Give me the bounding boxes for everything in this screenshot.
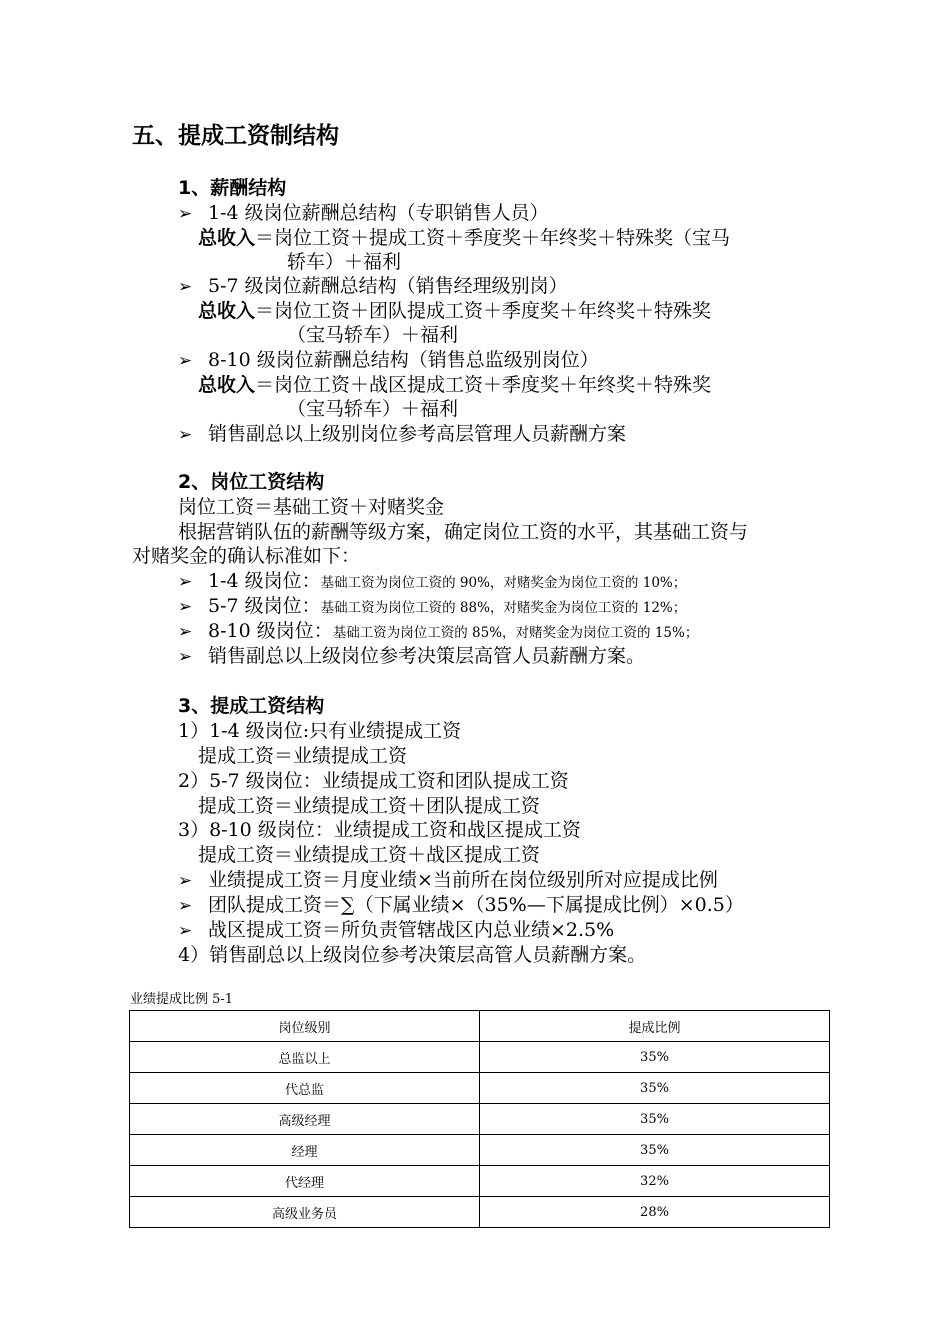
arrow-bullet-icon: ➢ xyxy=(178,647,193,667)
table-row xyxy=(130,1042,830,1073)
paragraph-line: 对赌奖金的确认标准如下： xyxy=(132,545,361,567)
formula-line: 提成工资＝业绩提成工资＋团队提成工资 xyxy=(198,795,541,817)
section-2-heading: 2、岗位工资结构 xyxy=(178,471,325,493)
commission-table xyxy=(129,1010,830,1228)
list-item: 4）销售副总以上级岗位参考决策层高管人员薪酬方案。 xyxy=(178,944,647,966)
list-item: 3）8-10 级岗位：业绩提成工资和战区提成工资 xyxy=(178,819,581,841)
formula-line: 总收入＝岗位工资＋提成工资＋季度奖＋年终奖＋特殊奖（宝马 xyxy=(198,227,731,249)
arrow-bullet-icon: ➢ xyxy=(178,572,193,592)
section-3-heading: 3、提成工资结构 xyxy=(178,695,325,717)
formula-line: 总收入＝岗位工资＋战区提成工资＋季度奖＋年终奖＋特殊奖 xyxy=(198,374,712,396)
table-cell: 28% xyxy=(480,1197,830,1228)
bullet-item: ➢ 1-4 级岗位：基础工资为岗位工资的 90%，对赌奖金为岗位工资的 10%； xyxy=(178,570,687,592)
list-item: 1）1-4 级岗位:只有业绩提成工资 xyxy=(178,720,462,742)
table-header-row xyxy=(130,1011,830,1042)
table-cell: 35% xyxy=(480,1104,830,1135)
bullet-item: ➢ 8-10 级岗位：基础工资为岗位工资的 85%，对赌奖金为岗位工资的 15%； xyxy=(178,620,699,642)
arrow-bullet-icon: ➢ xyxy=(178,204,193,224)
table-cell: 高级经理 xyxy=(130,1104,480,1135)
bullet-item: ➢ 业绩提成工资＝月度业绩×当前所在岗位级别所对应提成比例 xyxy=(178,869,718,891)
table-row xyxy=(130,1166,830,1197)
formula-line: 岗位工资＝基础工资＋对赌奖金 xyxy=(178,496,445,518)
bullet-item: ➢ 销售副总以上级岗位参考决策层高管人员薪酬方案。 xyxy=(178,645,646,667)
table-header-cell: 提成比例 xyxy=(480,1011,830,1042)
bullet-item: ➢ 8-10 级岗位薪酬总结构（销售总监级别岗位） xyxy=(178,349,599,371)
section-1-heading: 1、薪酬结构 xyxy=(178,177,287,199)
table-cell: 32% xyxy=(480,1166,830,1197)
bullet-item: ➢ 销售副总以上级别岗位参考高层管理人员薪酬方案 xyxy=(178,423,627,445)
table-cell: 35% xyxy=(480,1042,830,1073)
bullet-item: ➢ 战区提成工资＝所负责管辖战区内总业绩×2.5% xyxy=(178,919,615,941)
arrow-bullet-icon: ➢ xyxy=(178,277,193,297)
table-cell: 代经理 xyxy=(130,1166,480,1197)
formula-line: 提成工资＝业绩提成工资＋战区提成工资 xyxy=(198,844,541,866)
arrow-bullet-icon: ➢ xyxy=(178,597,193,617)
page-title: 五、提成工资制结构 xyxy=(132,123,339,149)
table-row xyxy=(130,1197,830,1228)
bullet-item: ➢ 团队提成工资＝∑（下属业绩×（35%—下属提成比例）×0.5） xyxy=(178,894,744,916)
table-header-cell: 岗位级别 xyxy=(130,1011,480,1042)
arrow-bullet-icon: ➢ xyxy=(178,351,193,371)
table-cell: 经理 xyxy=(130,1135,480,1166)
arrow-bullet-icon: ➢ xyxy=(178,871,193,891)
table-cell: 高级业务员 xyxy=(130,1197,480,1228)
bullet-item: ➢ 5-7 级岗位：基础工资为岗位工资的 88%，对赌奖金为岗位工资的 12%； xyxy=(178,595,687,617)
formula-continuation: （宝马轿车）＋福利 xyxy=(287,398,459,420)
bullet-item: ➢ 5-7 级岗位薪酬总结构（销售经理级别岗） xyxy=(178,275,568,297)
formula-line: 提成工资＝业绩提成工资 xyxy=(198,745,408,767)
table-row xyxy=(130,1104,830,1135)
arrow-bullet-icon: ➢ xyxy=(178,425,193,445)
formula-continuation: 轿车）＋福利 xyxy=(287,251,402,273)
formula-continuation: （宝马轿车）＋福利 xyxy=(287,324,459,346)
arrow-bullet-icon: ➢ xyxy=(178,921,193,941)
table-cell: 总监以上 xyxy=(130,1042,480,1073)
table-cell: 35% xyxy=(480,1135,830,1166)
table-row xyxy=(130,1073,830,1104)
table-cell: 代总监 xyxy=(130,1073,480,1104)
table-cell: 35% xyxy=(480,1073,830,1104)
bullet-item: ➢ 1-4 级岗位薪酬总结构（专职销售人员） xyxy=(178,202,549,224)
table-row xyxy=(130,1135,830,1166)
table-caption: 业绩提成比例 5-1 xyxy=(130,992,234,1007)
arrow-bullet-icon: ➢ xyxy=(178,622,193,642)
list-item: 2）5-7 级岗位：业绩提成工资和团队提成工资 xyxy=(178,770,569,792)
formula-line: 总收入＝岗位工资＋团队提成工资＋季度奖＋年终奖＋特殊奖 xyxy=(198,300,712,322)
arrow-bullet-icon: ➢ xyxy=(178,896,193,916)
paragraph-line: 根据营销队伍的薪酬等级方案，确定岗位工资的水平，其基础工资与 xyxy=(178,521,749,543)
